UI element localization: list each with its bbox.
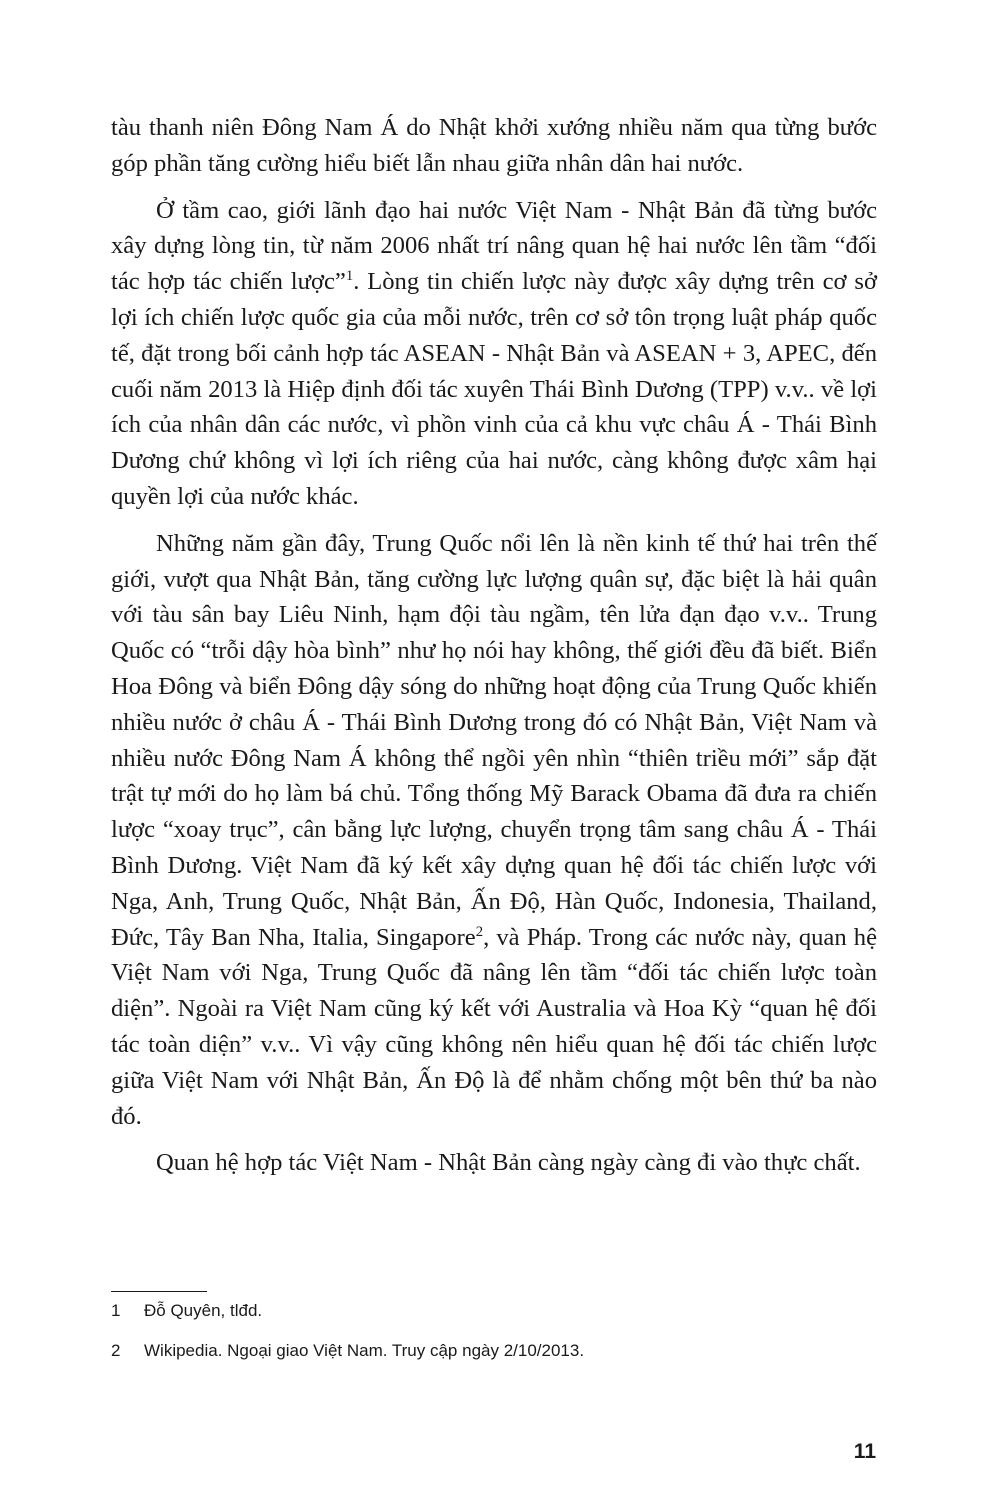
footnote-text: Đỗ Quyên, tlđd. [144,1301,263,1320]
footnote-text: Wikipedia. Ngoại giao Việt Nam. Truy cập ngày 2/10/2013. [144,1341,585,1360]
footnote-ref-2: 2 [475,923,484,940]
body-text [111,110,877,1192]
footnote-number: 2 [111,1341,121,1360]
paragraph-4: Quan hệ hợp tác Việt Nam - Nhật Bản càng ngày càng đi vào thực chất. [156,1149,861,1177]
footnotes [111,1300,877,1380]
paragraph-2: Ở tầm cao, giới lãnh đạo hai nước Việt Nam - Nhật Bản đã từng bước xây dựng lòng tin, từ năm 2006 nhất trí nâng quan hệ hai nước lên tầm “đối tác hợp tác chiến lược”$^1$. Lòng tin chiến lược này được xây dựng trên cơ sở lợi ích chiến lược quốc gia của mỗi nước, trên cơ sở tôn trọng luật pháp quốc tế, đặt trong bối cảnh hợp tác ASEAN - Nhật Bản và ASEAN + 3, APEC, đến cuối năm 2013 là Hiệp định đối tác xuyên Thái Bình Dương (TPP) v.v.. về lợi ích của nhân dân các nước, vì phồn vinh của cả khu vực châu Á - Thái Bình Dương chứ không vì lợi ích riêng của hai nước, càng không được xâm hại quyền lợi của nước khác. [111,196,878,510]
page-number: 11 [853,1440,876,1463]
footnote-2 [111,1340,877,1362]
footnote-divider [111,1291,207,1292]
paragraph-3: Những năm gần đây, Trung Quốc nổi lên là nền kinh tế thứ hai trên thế giới, vượt qua Nhật Bản, tăng cường lực lượng quân sự, đặc biệt là hải quân với tàu sân bay Liêu Ninh, hạm đội tàu ngầm, tên lửa đạn đạo v.v.. Trung Quốc có “trỗi dậy hòa bình” như họ nói hay không, thế giới đều đã biết. Biển Hoa Đông và biển Đông dậy sóng do những hoạt động của Trung Quốc khiến nhiều nước ở châu Á - Thái Bình Dương trong đó có Nhật Bản, Việt Nam và nhiều nước Đông Nam Á không thể ngồi yên nhìn “thiên triều mới” sắp đặt trật tự mới do họ làm bá chủ. Tổng thống Mỹ Barack Obama đã đưa ra chiến lược “xoay trục”, cân bằng lực lượng, chuyển trọng tâm sang châu Á - Thái Bình Dương. Việt Nam đã ký kết xây dựng quan hệ đối tác chiến lược với Nga, Anh, Trung Quốc, Nhật Bản, Ấn Độ, Hàn Quốc, Indonesia, Thailand, Đức, Tây Ban Nha, Italia, Singapore$^2$, và Pháp. Trong các nước này, quan hệ Việt Nam với Nga, Trung Quốc đã nâng lên tầm “đối tác chiến lược toàn diện”. Ngoài ra Việt Nam cũng ký kết với Australia và Hoa Kỳ “quan hệ đối tác toàn diện” v.v.. Vì vậy cũng không nên hiểu quan hệ đối tác chiến lược giữa Việt Nam với Nhật Bản, Ấn Độ là để nhằm chống một bên thứ ba nào đó. [111,529,877,1130]
footnote-ref-1: 1 [345,268,354,284]
paragraph-1: tàu thanh niên Đông Nam Á do Nhật khởi xướng nhiều năm qua từng bước góp phần tăng cường hiểu biết lẫn nhau giữa nhân dân hai nước. [111,114,877,177]
footnote-number: 1 [111,1301,121,1320]
footnote-1 [111,1300,877,1322]
